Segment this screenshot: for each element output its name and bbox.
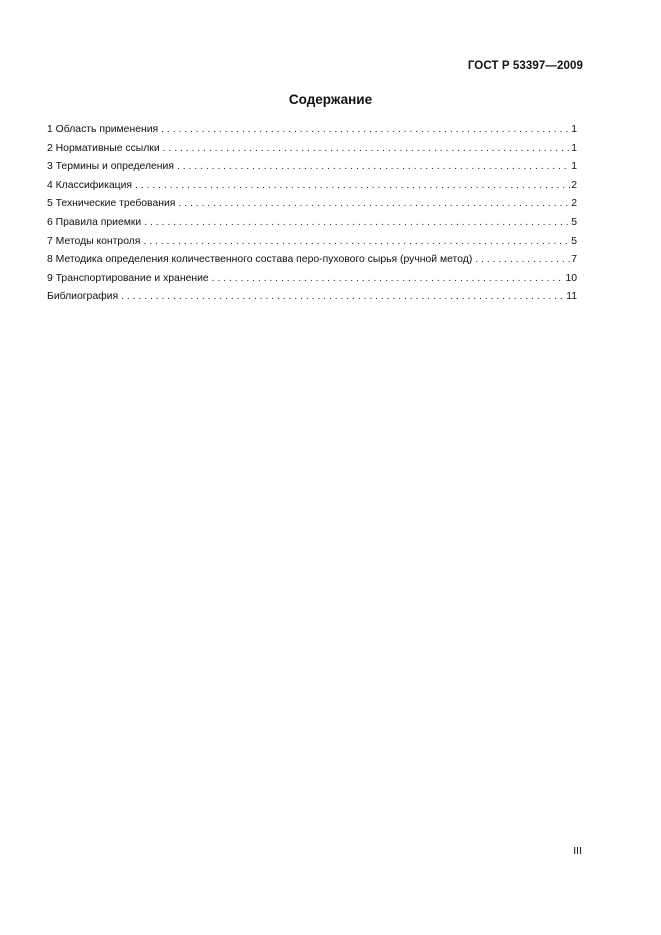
toc-entry-page: 1 xyxy=(571,124,577,135)
dot-leader xyxy=(475,254,570,265)
toc-entry-page: 1 xyxy=(571,142,577,154)
page-number: III xyxy=(573,845,582,857)
toc-entry-label: 2 Нормативные ссылки xyxy=(47,142,160,154)
toc-entry-8[interactable] xyxy=(47,254,577,273)
toc-title: Содержание xyxy=(288,92,373,107)
toc-entry-7[interactable] xyxy=(47,236,577,255)
dot-leader xyxy=(135,180,570,191)
dot-leader xyxy=(178,198,570,209)
toc-entry-label: 3 Термины и определения xyxy=(47,161,174,173)
toc-entry-6[interactable] xyxy=(47,217,577,236)
toc-entry-3[interactable] xyxy=(47,161,577,180)
toc-entry-page: 5 xyxy=(571,216,577,228)
toc-entry-page: 2 xyxy=(571,198,577,210)
toc-entry-label: 9 Транспортирование и хранение xyxy=(47,272,209,284)
toc-entry-5[interactable] xyxy=(47,198,577,217)
toc-entry-label: 4 Классификация xyxy=(47,179,133,191)
table-of-contents xyxy=(47,124,577,310)
toc-entry-2[interactable] xyxy=(47,143,577,162)
dot-leader xyxy=(177,161,570,172)
standard-code: ГОСТ Р 53397—2009 xyxy=(467,60,583,72)
toc-entry-9[interactable] xyxy=(47,273,577,292)
toc-entry-4[interactable] xyxy=(47,180,577,199)
toc-entry-label: 7 Методы контроля xyxy=(47,235,141,247)
toc-entry-bibliography[interactable] xyxy=(47,291,577,310)
dot-leader xyxy=(161,124,570,135)
toc-entry-label: 5 Технические требования xyxy=(47,198,176,210)
toc-entry-label: 6 Правила приемки xyxy=(47,216,142,228)
toc-entry-page: 7 xyxy=(571,254,577,266)
toc-entry-page: 11 xyxy=(566,291,577,303)
toc-entry-label: 1 Область применения xyxy=(47,124,159,135)
toc-entry-1[interactable] xyxy=(47,124,577,143)
toc-entry-page: 5 xyxy=(571,235,577,247)
dot-leader xyxy=(163,143,571,154)
toc-entry-label: 8 Методика определения количественного состава перо-пухового сырья (ручной метод) xyxy=(47,254,473,266)
dot-leader xyxy=(121,291,565,302)
toc-entry-page: 2 xyxy=(571,179,577,191)
toc-entry-page: 1 xyxy=(571,161,577,173)
toc-entry-page: 10 xyxy=(565,272,577,284)
toc-entry-label: Библиография xyxy=(47,291,119,303)
dot-leader xyxy=(143,236,570,247)
dot-leader xyxy=(212,273,565,284)
dot-leader xyxy=(144,217,570,228)
